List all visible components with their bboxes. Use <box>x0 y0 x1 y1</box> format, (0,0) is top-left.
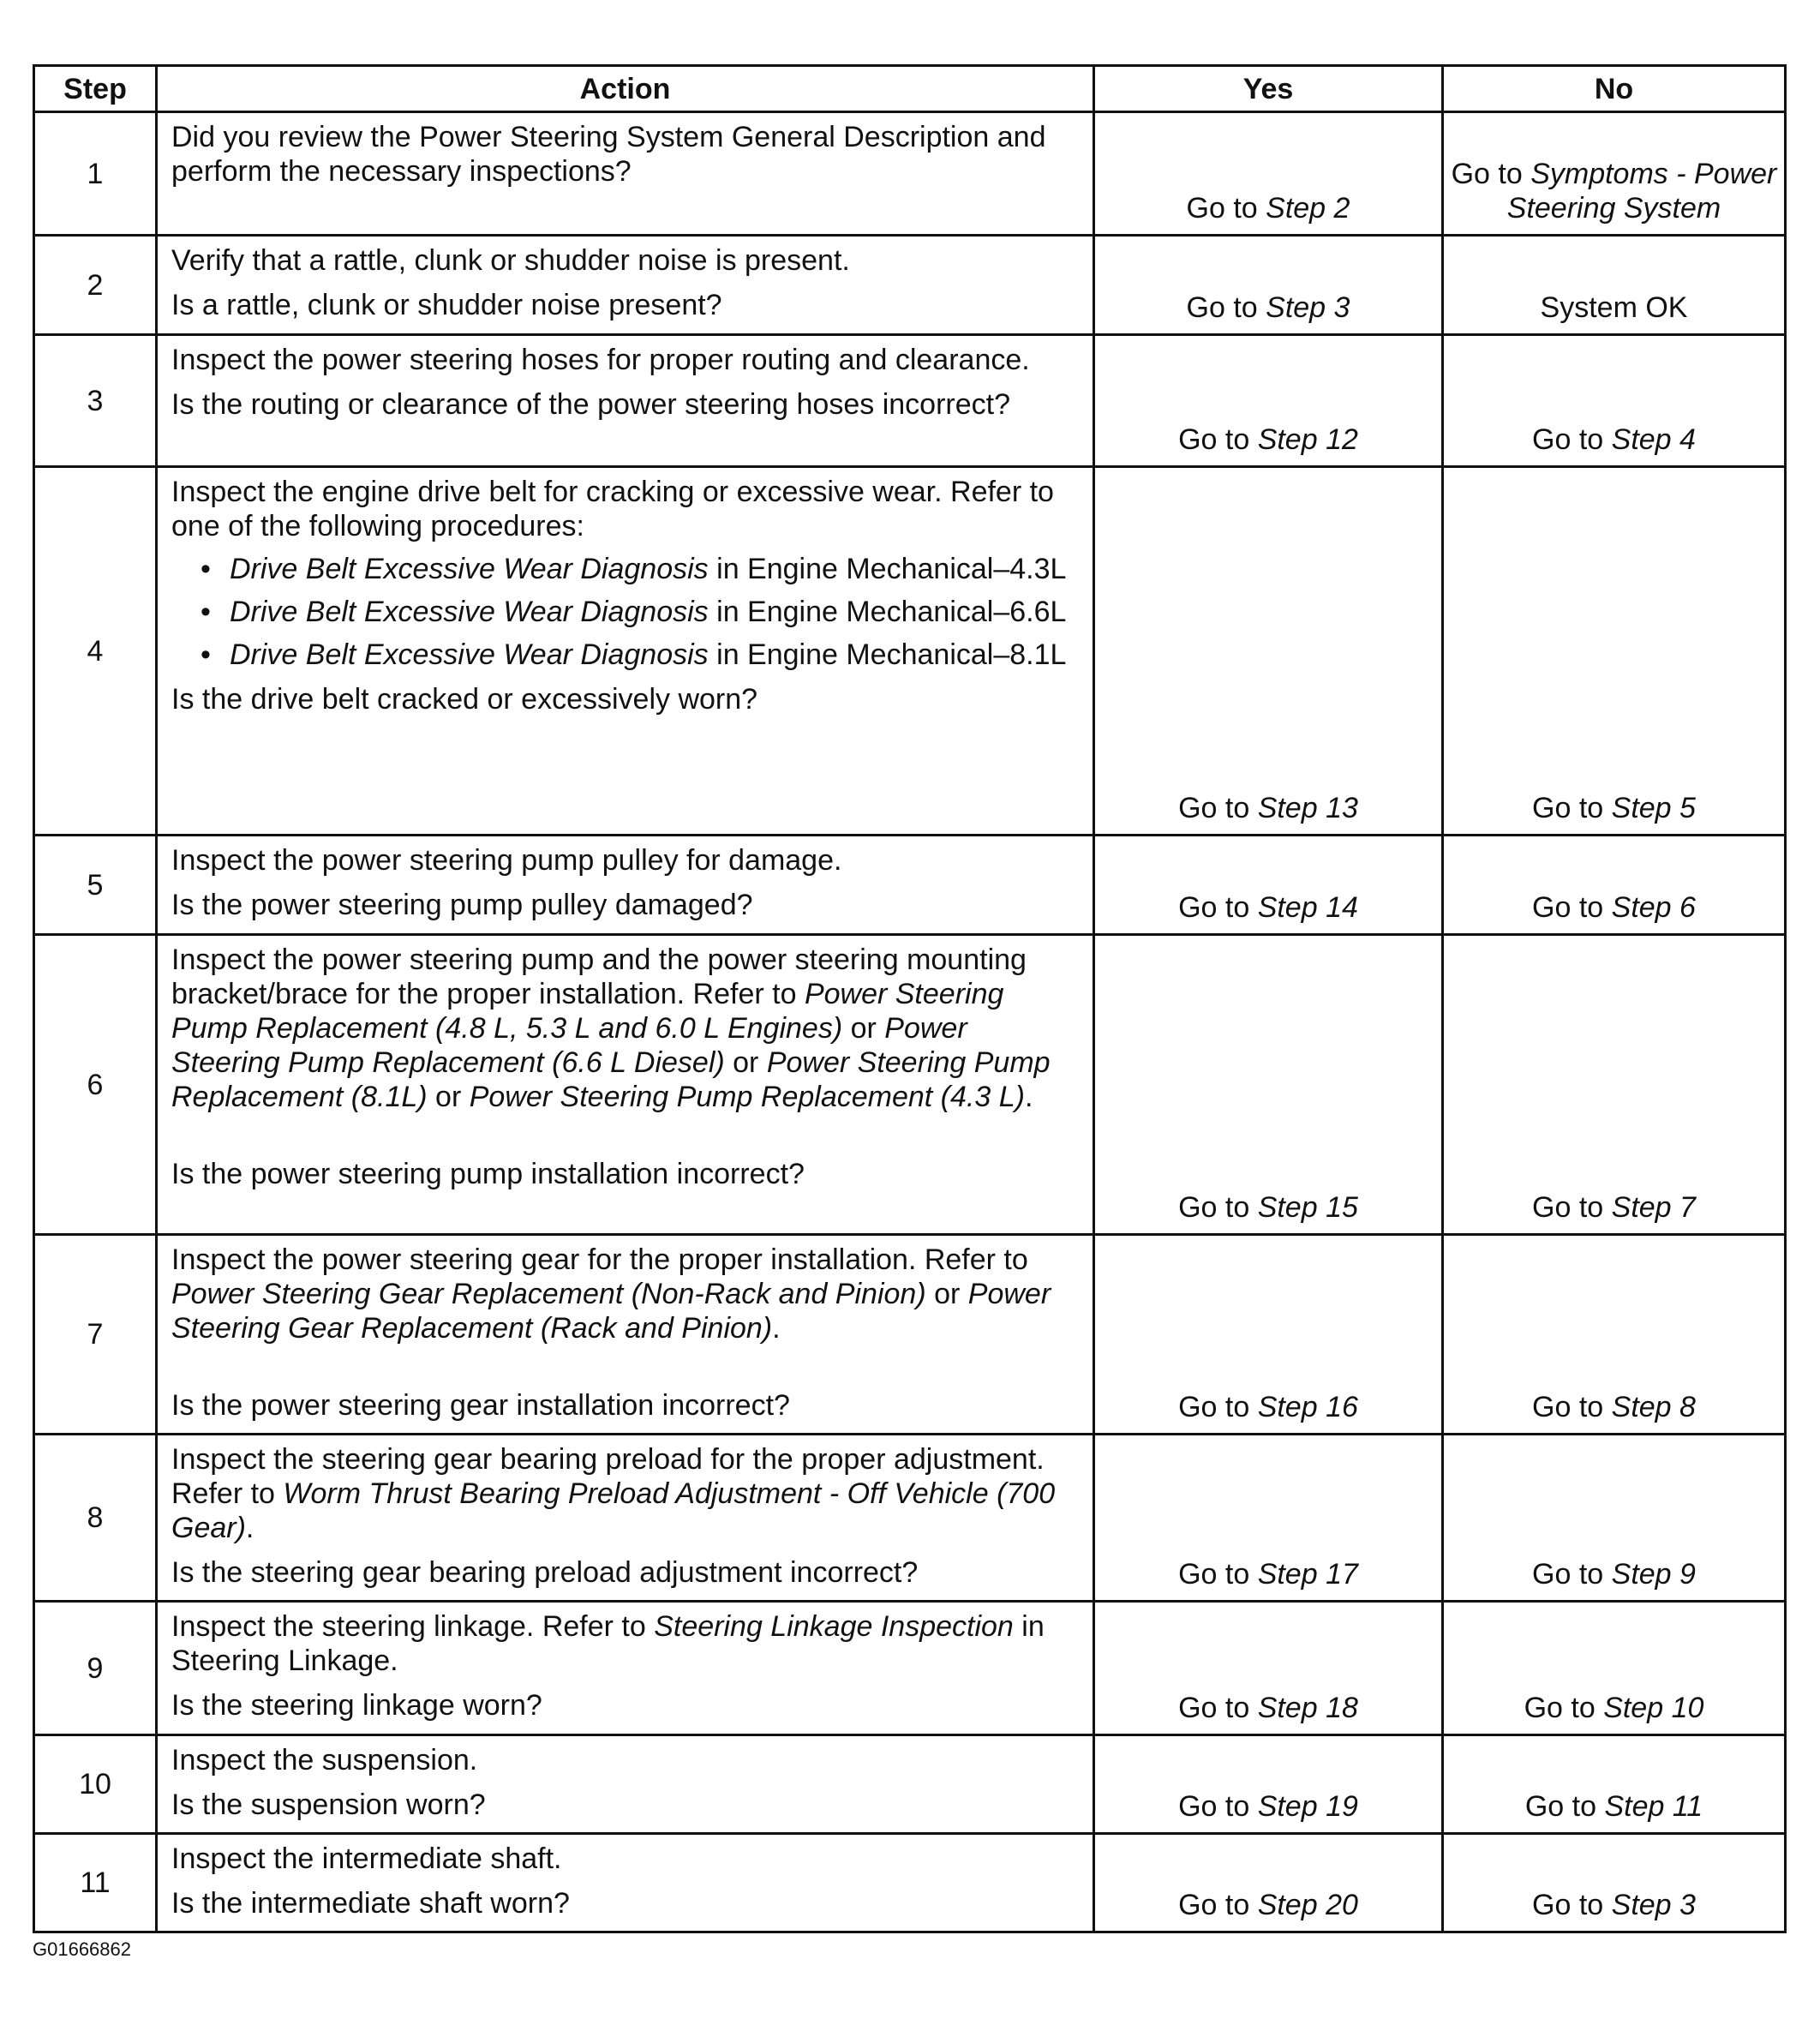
procedure-reference: Drive Belt Excessive Wear Diagnosis <box>230 596 709 628</box>
no-result-target: Step 11 <box>1604 1790 1703 1823</box>
step-number: 2 <box>34 236 157 335</box>
table-row <box>34 112 1786 236</box>
table-row <box>34 1735 1786 1834</box>
action-text: Inspect the intermediate shaft. <box>171 1842 562 1875</box>
action-cell <box>157 1834 1094 1932</box>
table-row <box>34 935 1786 1235</box>
no-result-target: Step 10 <box>1603 1692 1704 1724</box>
yes-result-target: Step 20 <box>1257 1889 1358 1921</box>
yes-result-prefix: Go to <box>1178 1558 1258 1591</box>
action-text-fragment: in Steering Linkage. <box>171 1610 1045 1677</box>
header-row <box>34 66 1786 112</box>
action-text: Is the suspension worn? <box>171 1788 486 1821</box>
action-cell <box>157 236 1094 335</box>
procedure-context: in Engine Mechanical–6.6L <box>708 596 1067 628</box>
yes-result-cell <box>1094 467 1443 836</box>
yes-result-cell <box>1094 1235 1443 1435</box>
step-number: 11 <box>34 1834 157 1932</box>
action-text <box>171 1442 1081 1545</box>
no-result-prefix: System OK <box>1540 291 1688 324</box>
yes-result-cell <box>1094 935 1443 1235</box>
procedure-reference: Power Steering Gear Replacement (Rack and Pinion) <box>171 1278 1051 1345</box>
action-text: Is the power steering pump installation incorrect? <box>171 1158 805 1190</box>
action-text-fragment: . <box>772 1312 781 1345</box>
yes-result-cell <box>1094 236 1443 335</box>
no-result-prefix: Go to <box>1532 1558 1612 1591</box>
procedure-reference: Steering Linkage Inspection <box>654 1610 1014 1643</box>
procedure-context: in Engine Mechanical–4.3L <box>708 553 1067 585</box>
procedure-bullet <box>171 595 1081 629</box>
no-result-cell <box>1443 112 1786 236</box>
no-result-prefix: Go to <box>1532 423 1612 456</box>
action-text-fragment: Inspect the power steering gear for the proper installation. Refer to <box>171 1243 1028 1276</box>
procedure-bullet <box>171 552 1081 586</box>
yes-result-target: Step 17 <box>1257 1558 1358 1591</box>
action-text: Is the power steering pump pulley damaged? <box>171 889 753 921</box>
action-text: Inspect the engine drive belt for cracking or excessive wear. Refer to one of the following procedures: <box>171 476 1054 542</box>
bullet-icon: • <box>201 553 211 585</box>
table-body <box>34 112 1786 1932</box>
no-result-target: Step 5 <box>1611 792 1696 824</box>
procedure-reference: Power Steering Pump Replacement (4.8 L, 5.3 L and 6.0 L Engines) <box>171 978 1004 1045</box>
procedure-reference: Drive Belt Excessive Wear Diagnosis <box>230 553 709 585</box>
step-number: 9 <box>34 1602 157 1735</box>
action-text: Inspect the power steering pump pulley for damage. <box>171 844 842 877</box>
header-action: Action <box>157 66 1094 112</box>
procedure-reference: Worm Thrust Bearing Preload Adjustment - Off Vehicle (700 Gear) <box>171 1477 1056 1544</box>
no-result-cell <box>1443 1834 1786 1932</box>
step-number: 4 <box>34 467 157 836</box>
yes-result-cell <box>1094 1602 1443 1735</box>
yes-result-target: Step 12 <box>1257 423 1358 456</box>
action-text-fragment: or <box>842 1012 885 1045</box>
action-text <box>171 943 1081 1114</box>
no-result-cell <box>1443 1435 1786 1602</box>
yes-result-cell <box>1094 1834 1443 1932</box>
step-number: 1 <box>34 112 157 236</box>
yes-result-prefix: Go to <box>1178 1692 1258 1724</box>
header-step: Step <box>34 66 157 112</box>
no-result-prefix: Go to <box>1532 1391 1612 1423</box>
yes-result-prefix: Go to <box>1186 192 1266 225</box>
no-result-cell <box>1443 1235 1786 1435</box>
no-result-prefix: Go to <box>1524 1692 1604 1724</box>
action-text <box>171 1243 1081 1345</box>
procedure-reference: Power Steering Pump Replacement (8.1L) <box>171 1046 1051 1113</box>
yes-result-prefix: Go to <box>1178 423 1258 456</box>
header-no: No <box>1443 66 1786 112</box>
action-text-fragment: or <box>427 1081 470 1113</box>
action-text-fragment: . <box>1024 1081 1033 1113</box>
figure-id: G01666862 <box>33 1938 131 1960</box>
yes-result-prefix: Go to <box>1186 291 1266 324</box>
action-text <box>171 1609 1081 1678</box>
yes-result-prefix: Go to <box>1178 1191 1258 1224</box>
step-number: 8 <box>34 1435 157 1602</box>
no-result-prefix: Go to <box>1532 891 1612 924</box>
yes-result-target: Step 2 <box>1266 192 1350 225</box>
no-result-cell <box>1443 236 1786 335</box>
no-result-target: Step 8 <box>1611 1391 1696 1423</box>
yes-result-target: Step 13 <box>1257 792 1358 824</box>
yes-result-target: Step 19 <box>1257 1790 1358 1823</box>
table-row <box>34 836 1786 935</box>
yes-result-target: Step 15 <box>1257 1191 1358 1224</box>
no-result-cell <box>1443 935 1786 1235</box>
no-result-target: Step 6 <box>1611 891 1696 924</box>
action-cell <box>157 1435 1094 1602</box>
no-result-prefix: Go to <box>1524 1790 1605 1823</box>
yes-result-cell <box>1094 335 1443 467</box>
action-text: Is the intermediate shaft worn? <box>171 1887 570 1920</box>
procedure-reference: Drive Belt Excessive Wear Diagnosis <box>230 638 709 671</box>
action-text: Verify that a rattle, clunk or shudder noise is present. <box>171 244 850 277</box>
procedure-reference: Power Steering Pump Replacement (4.3 L) <box>469 1081 1025 1113</box>
action-cell <box>157 467 1094 836</box>
action-text: Is the power steering gear installation incorrect? <box>171 1389 790 1422</box>
action-text: Inspect the suspension. <box>171 1744 478 1776</box>
no-result-cell <box>1443 836 1786 935</box>
yes-result-prefix: Go to <box>1178 1391 1258 1423</box>
table-row <box>34 467 1786 836</box>
no-result-target: Step 7 <box>1611 1191 1696 1224</box>
action-text-fragment: Inspect the steering gear bearing preload for the proper adjustment. Refer to <box>171 1443 1045 1510</box>
procedure-reference: Power Steering Gear Replacement (Non-Rack and Pinion) <box>171 1278 926 1310</box>
no-result-cell <box>1443 1602 1786 1735</box>
procedure-reference: Power Steering Pump Replacement (6.6 L Diesel) <box>171 1012 967 1079</box>
step-number: 3 <box>34 335 157 467</box>
yes-result-target: Step 18 <box>1257 1692 1358 1724</box>
yes-result-prefix: Go to <box>1178 1889 1258 1921</box>
table-row <box>34 1435 1786 1602</box>
no-result-target: Step 9 <box>1611 1558 1696 1591</box>
action-cell <box>157 1235 1094 1435</box>
action-text: Is the routing or clearance of the power steering hoses incorrect? <box>171 388 1010 421</box>
yes-result-prefix: Go to <box>1178 792 1258 824</box>
procedure-context: in Engine Mechanical–8.1L <box>708 638 1067 671</box>
yes-result-cell <box>1094 1435 1443 1602</box>
bullet-icon: • <box>201 638 211 671</box>
action-text: Is the drive belt cracked or excessively worn? <box>171 683 758 716</box>
no-result-cell <box>1443 1735 1786 1834</box>
yes-result-prefix: Go to <box>1178 891 1258 924</box>
yes-result-target: Step 14 <box>1257 891 1358 924</box>
action-text: Is the steering gear bearing preload adjustment incorrect? <box>171 1556 919 1589</box>
no-result-cell <box>1443 335 1786 467</box>
diagnostic-table <box>33 64 1787 1933</box>
action-cell <box>157 836 1094 935</box>
no-result-prefix: Go to <box>1532 1889 1612 1921</box>
no-result-target: Symptoms - Power Steering System <box>1506 158 1777 225</box>
action-text-fragment: . <box>245 1512 254 1544</box>
no-result-target: Step 4 <box>1611 423 1696 456</box>
action-cell <box>157 335 1094 467</box>
header-yes: Yes <box>1094 66 1443 112</box>
action-text: Did you review the Power Steering System General Description and perform the necessary inspections? <box>171 121 1046 188</box>
table-row <box>34 236 1786 335</box>
action-cell <box>157 1602 1094 1735</box>
yes-result-target: Step 16 <box>1257 1391 1358 1423</box>
procedure-bullet <box>171 638 1081 672</box>
action-text: Is a rattle, clunk or shudder noise present? <box>171 289 722 321</box>
no-result-target: Step 3 <box>1611 1889 1696 1921</box>
action-text: Is the steering linkage worn? <box>171 1689 542 1722</box>
no-result-prefix: Go to <box>1451 158 1531 190</box>
no-result-prefix: Go to <box>1532 1191 1612 1224</box>
table-row <box>34 1602 1786 1735</box>
table-row <box>34 335 1786 467</box>
step-number: 7 <box>34 1235 157 1435</box>
step-number: 10 <box>34 1735 157 1834</box>
bullet-icon: • <box>201 596 211 628</box>
no-result-prefix: Go to <box>1532 792 1612 824</box>
action-text-fragment: or <box>925 1278 968 1310</box>
action-text-fragment: Inspect the steering linkage. Refer to <box>171 1610 655 1643</box>
no-result-cell <box>1443 467 1786 836</box>
yes-result-cell <box>1094 1735 1443 1834</box>
action-text: Inspect the power steering hoses for proper routing and clearance. <box>171 344 1030 376</box>
action-cell <box>157 1735 1094 1834</box>
action-cell <box>157 935 1094 1235</box>
action-cell <box>157 112 1094 236</box>
action-text-fragment: or <box>724 1046 767 1079</box>
step-number: 5 <box>34 836 157 935</box>
table-row <box>34 1834 1786 1932</box>
table-row <box>34 1235 1786 1435</box>
action-text-fragment: Inspect the power steering pump and the power steering mounting bracket/brace for the proper installation. Refer to <box>171 944 1027 1010</box>
step-number: 6 <box>34 935 157 1235</box>
yes-result-prefix: Go to <box>1178 1790 1258 1823</box>
yes-result-target: Step 3 <box>1266 291 1350 324</box>
yes-result-cell <box>1094 112 1443 236</box>
yes-result-cell <box>1094 836 1443 935</box>
